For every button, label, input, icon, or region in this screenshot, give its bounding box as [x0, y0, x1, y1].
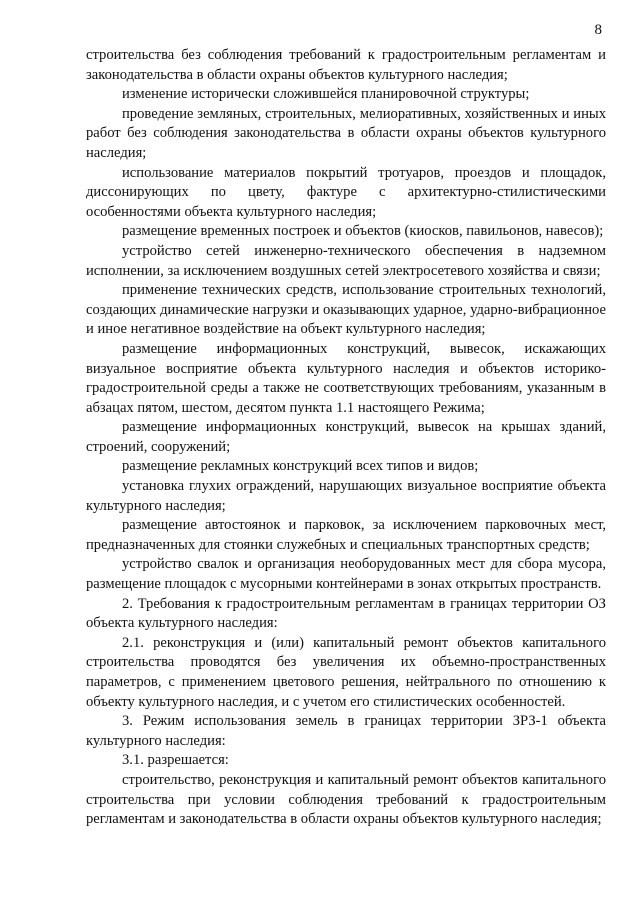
paragraph: 2.1. реконструкция и (или) капитальный ремонт объектов капитального строительства проводятся без увеличения их объемно-пространственных параметров, с применением цветового решения, нейтрального по отношению к объекту культурного наследия, и с учетом его стилистических особенностей. [86, 634, 606, 710]
paragraph: использование материалов покрытий тротуаров, проездов и площадок, диссонирующих по цвету, фактуре с архитектурно-стилистическими особенностями объекта культурного наследия; [86, 164, 606, 220]
paragraph: проведение земляных, строительных, мелиоративных, хозяйственных и иных работ без соблюдения законодательства в области охраны объектов культурного наследия; [86, 105, 606, 161]
paragraph: строительства без соблюдения требований к градостроительным регламентам и законодательства в области охраны объектов культурного наследия; [86, 47, 606, 83]
paragraph: устройство свалок и организация необорудованных мест для сбора мусора, размещение площадок с мусорными контейнерами в зонах открытых пространств. [86, 556, 606, 593]
document-body [86, 46, 606, 830]
section-heading: 2. Требования к градостроительным регламентам в границах территории ОЗ объекта культурного наследия: [86, 595, 606, 632]
paragraph: изменение исторически сложившейся планировочной структуры; [122, 86, 530, 103]
paragraph: размещение временных построек и объектов (киосков, павильонов, навесов); [122, 223, 604, 240]
paragraph: установка глухих ограждений, нарушающих визуальное восприятие объекта культурного наследия; [86, 478, 606, 514]
paragraph: размещение информационных конструкций, вывесок, искажающих визуальное восприятие объекта культурного наследия и объектов историко-градостроительной среды а также не соответствующих требованиям, указанным в абзацах пятом, шестом, десятом пункта 1.1 настоящего Режима; [86, 340, 606, 416]
page-number: 8 [594, 22, 602, 38]
paragraph: размещение информационных конструкций, вывесок на крышах зданий, строений, сооружений; [86, 419, 606, 455]
subsection-heading: 3.1. разрешается: [122, 752, 229, 769]
paragraph: применение технических средств, использование строительных технологий, создающих динамические нагрузки и оказывающих ударное, ударно-вибрационное и иное негативное воздействие на объект культурного наследия; [86, 282, 606, 338]
paragraph: устройство сетей инженерно-технического обеспечения в надземном исполнении, за исключением воздушных сетей электросетевого хозяйства и связи; [86, 242, 606, 279]
paragraph: размещение автостоянок и парковок, за исключением парковочных мест, предназначенных для стоянки служебных и специальных транспортных средств; [86, 517, 606, 553]
paragraph: строительство, реконструкция и капитальный ремонт объектов капитального строительства при условии соблюдения требований к градостроительным регламентам и законодательства в области охраны объектов культурного наследия; [86, 771, 606, 828]
section-heading: 3. Режим использования земель в границах территории ЗРЗ-1 объекта культурного наследия: [86, 713, 606, 749]
paragraph: размещение рекламных конструкций всех типов и видов; [122, 458, 479, 475]
